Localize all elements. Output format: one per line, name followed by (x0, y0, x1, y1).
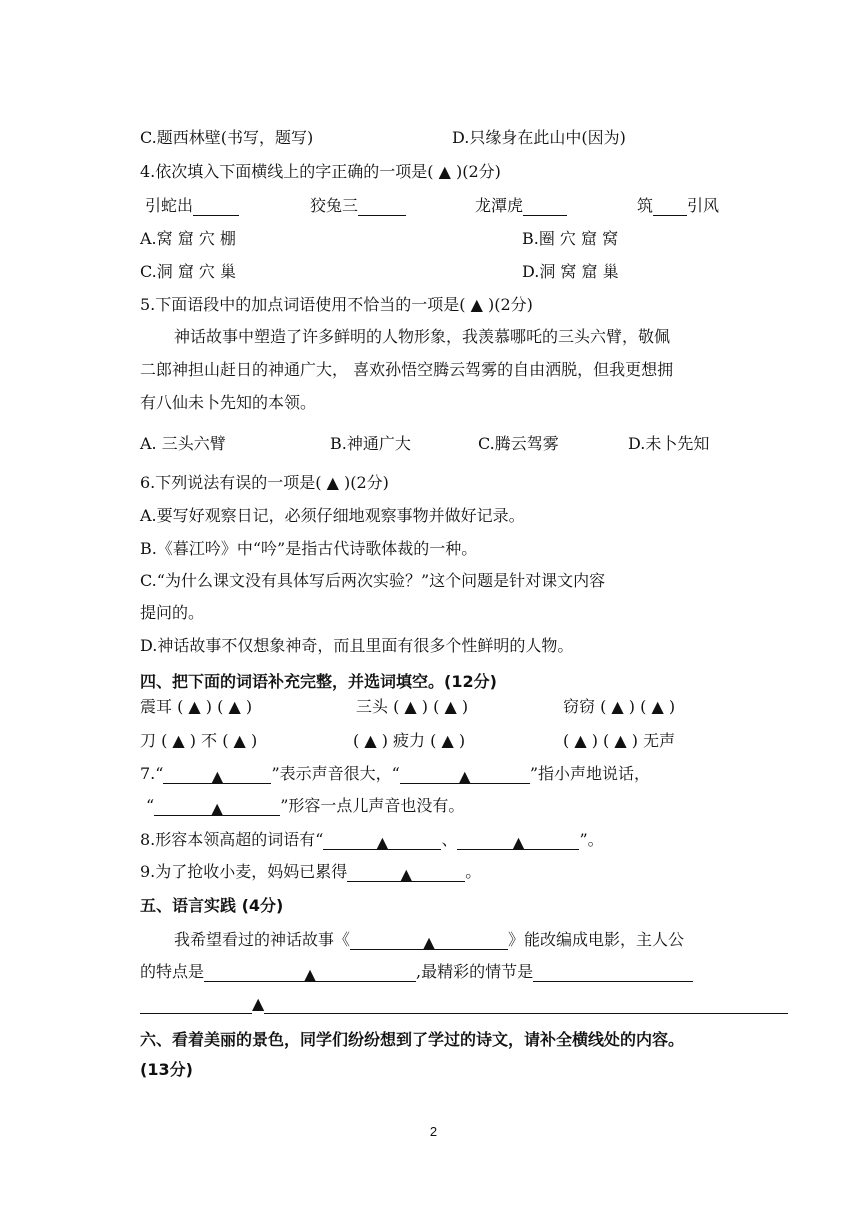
q4-option-a: A.窝 窟 穴 棚 (140, 229, 236, 248)
s4-row2-a: 刀 ( ▲ ) 不 ( ▲ ) (140, 731, 258, 750)
s4-row2-b: ( ▲ ) 疲力 ( ▲ ) (353, 731, 466, 750)
s4-row1-c: 窃窃 ( ▲ ) ( ▲ ) (563, 697, 676, 716)
s4-row2-c: ( ▲ ) ( ▲ ) 无声 (563, 731, 676, 750)
q5-option-b: B.神通广大 (330, 434, 411, 453)
page-number: 2 (429, 1124, 438, 1139)
q5-option-d: D.未卜先知 (628, 434, 710, 453)
section-6-score: (13分) (140, 1060, 193, 1079)
q5-passage-3: 有八仙未卜先知的本领。 (140, 393, 317, 412)
question-9: 9.为了抢收小麦，妈妈已累得 ▲ 。 (140, 862, 482, 884)
section-5-heading: 五、语言实践 (4分) (140, 896, 284, 915)
q6-option-b: B.《暮江吟》中“吟”是指古代诗歌体裁的一种。 (140, 539, 478, 558)
s4-row1-a: 震耳 ( ▲ ) ( ▲ ) (140, 697, 253, 716)
section-5-line-1: 我希望看过的神话故事《 ▲ 》能改编成电影，主人公 (174, 930, 685, 952)
q6-option-c-1: C.“为什么课文没有具体写后两次实验？”这个问题是针对课文内容 (140, 571, 606, 590)
q5-option-a: A. 三头六臂 (140, 434, 226, 453)
section-5-line-3: ▲ (140, 994, 788, 1014)
s4-row1-b: 三头 ( ▲ ) ( ▲ ) (356, 697, 469, 716)
option-c-line: C.题西林壁(书写，题写) (140, 128, 314, 147)
q4-word-4: 筑 引风 (637, 196, 720, 215)
q4-option-b: B.圈 穴 窟 窝 (522, 229, 619, 248)
question-5: 5.下面语段中的加点词语使用不恰当的一项是( ▲ )(2分) (140, 295, 533, 314)
section-5-line-2: 的特点是 ▲ ,最精彩的情节是 (140, 962, 693, 982)
section-4-heading: 四、把下面的词语补充完整，并选词填空。(12分) (140, 672, 497, 691)
question-6: 6.下列说法有误的一项是( ▲ )(2分) (140, 473, 389, 492)
question-7-line-1: 7.“ ▲ ”表示声音很大，“ ▲ ”指小声地说话， (140, 764, 651, 786)
q4-option-c: C.洞 窟 穴 巢 (140, 262, 237, 281)
q6-option-a: A.要写好观察日记，必须仔细地观察事物并做好记录。 (140, 506, 525, 525)
option-d-line: D.只缘身在此山中(因为) (452, 128, 626, 147)
q5-passage-2: 二郎神担山赶日的神通广大， 喜欢孙悟空腾云驾雾的自由洒脱，但我更想拥 (140, 360, 674, 379)
section-6-heading: 六、看着美丽的景色，同学们纷纷想到了学过的诗文，请补全横线处的内容。 (140, 1030, 685, 1049)
question-4: 4.依次填入下面横线上的字正确的一项是( ▲ )(2分) (140, 162, 501, 181)
q4-word-1: 引蛇出 (145, 196, 239, 216)
q5-option-c: C.腾云驾雾 (478, 434, 559, 453)
q5-passage-1: 神话故事中塑造了许多鲜明的人物形象，我羡慕哪吒的三头六臂，敬佩 (174, 327, 671, 346)
question-8: 8.形容本领高超的词语有“ ▲ 、 ▲ ”。 (140, 830, 604, 852)
q6-option-d: D.神话故事不仅想象神奇，而且里面有很多个性鲜明的人物。 (140, 636, 574, 655)
q4-word-2: 狡兔三 (310, 196, 406, 216)
q4-word-3: 龙潭虎 (475, 196, 567, 216)
q4-option-d: D.洞 窝 窟 巢 (522, 262, 619, 281)
q6-option-c-2: 提问的。 (140, 603, 205, 622)
question-7-line-2: “ ▲ ”形容一点儿声音也没有。 (146, 796, 465, 818)
